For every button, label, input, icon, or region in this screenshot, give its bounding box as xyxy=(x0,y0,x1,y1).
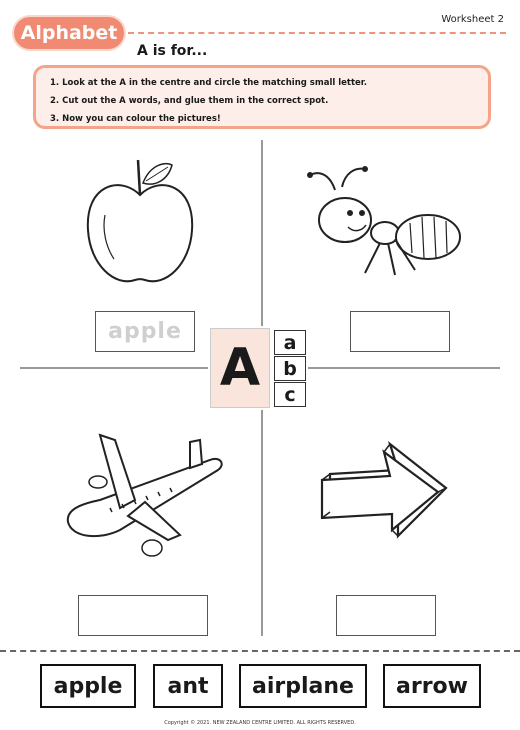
cut-line xyxy=(0,650,520,652)
title-badge xyxy=(12,15,126,51)
ant-answer-box[interactable] xyxy=(350,311,450,352)
instruction-3: 3. Now you can colour the pictures! xyxy=(50,114,221,124)
instruction-1: 1. Look at the A in the centre and circle the matching small letter. xyxy=(50,78,368,88)
instructions-panel xyxy=(33,65,491,129)
divider-vertical-top xyxy=(261,140,263,326)
divider-horizontal-left xyxy=(20,367,208,369)
ant-icon xyxy=(300,165,470,280)
center-letter: A xyxy=(210,328,270,408)
word-card-airplane[interactable]: airplane xyxy=(239,664,367,708)
option-b[interactable]: b xyxy=(274,356,306,381)
instruction-2: 2. Cut out the A words, and glue them in the correct spot. xyxy=(50,96,329,106)
word-card-ant[interactable]: ant xyxy=(153,664,223,708)
option-a[interactable]: a xyxy=(274,330,306,355)
arrow-icon xyxy=(318,440,458,540)
apple-icon xyxy=(80,155,200,295)
arrow-answer-box[interactable] xyxy=(336,595,436,636)
apple-answer-box[interactable] xyxy=(95,311,195,352)
divider-horizontal-right xyxy=(308,367,500,369)
option-c[interactable]: c xyxy=(274,382,306,407)
apple-tracing-word: apple xyxy=(108,319,182,344)
airplane-icon xyxy=(60,430,230,570)
word-card-apple[interactable]: apple xyxy=(40,664,136,708)
copyright: Copyright © 2021. NEW ZEALAND CENTRE LIMITED. ALL RIGHTS RESERVED. xyxy=(164,720,356,726)
subtitle: A is for... xyxy=(137,43,208,59)
title-text: Alphabet xyxy=(20,22,118,44)
word-card-arrow[interactable]: arrow xyxy=(383,664,481,708)
worksheet-number: Worksheet 2 xyxy=(441,14,504,25)
airplane-answer-box[interactable] xyxy=(78,595,208,636)
divider-vertical-bottom xyxy=(261,410,263,636)
header-divider xyxy=(128,32,506,34)
